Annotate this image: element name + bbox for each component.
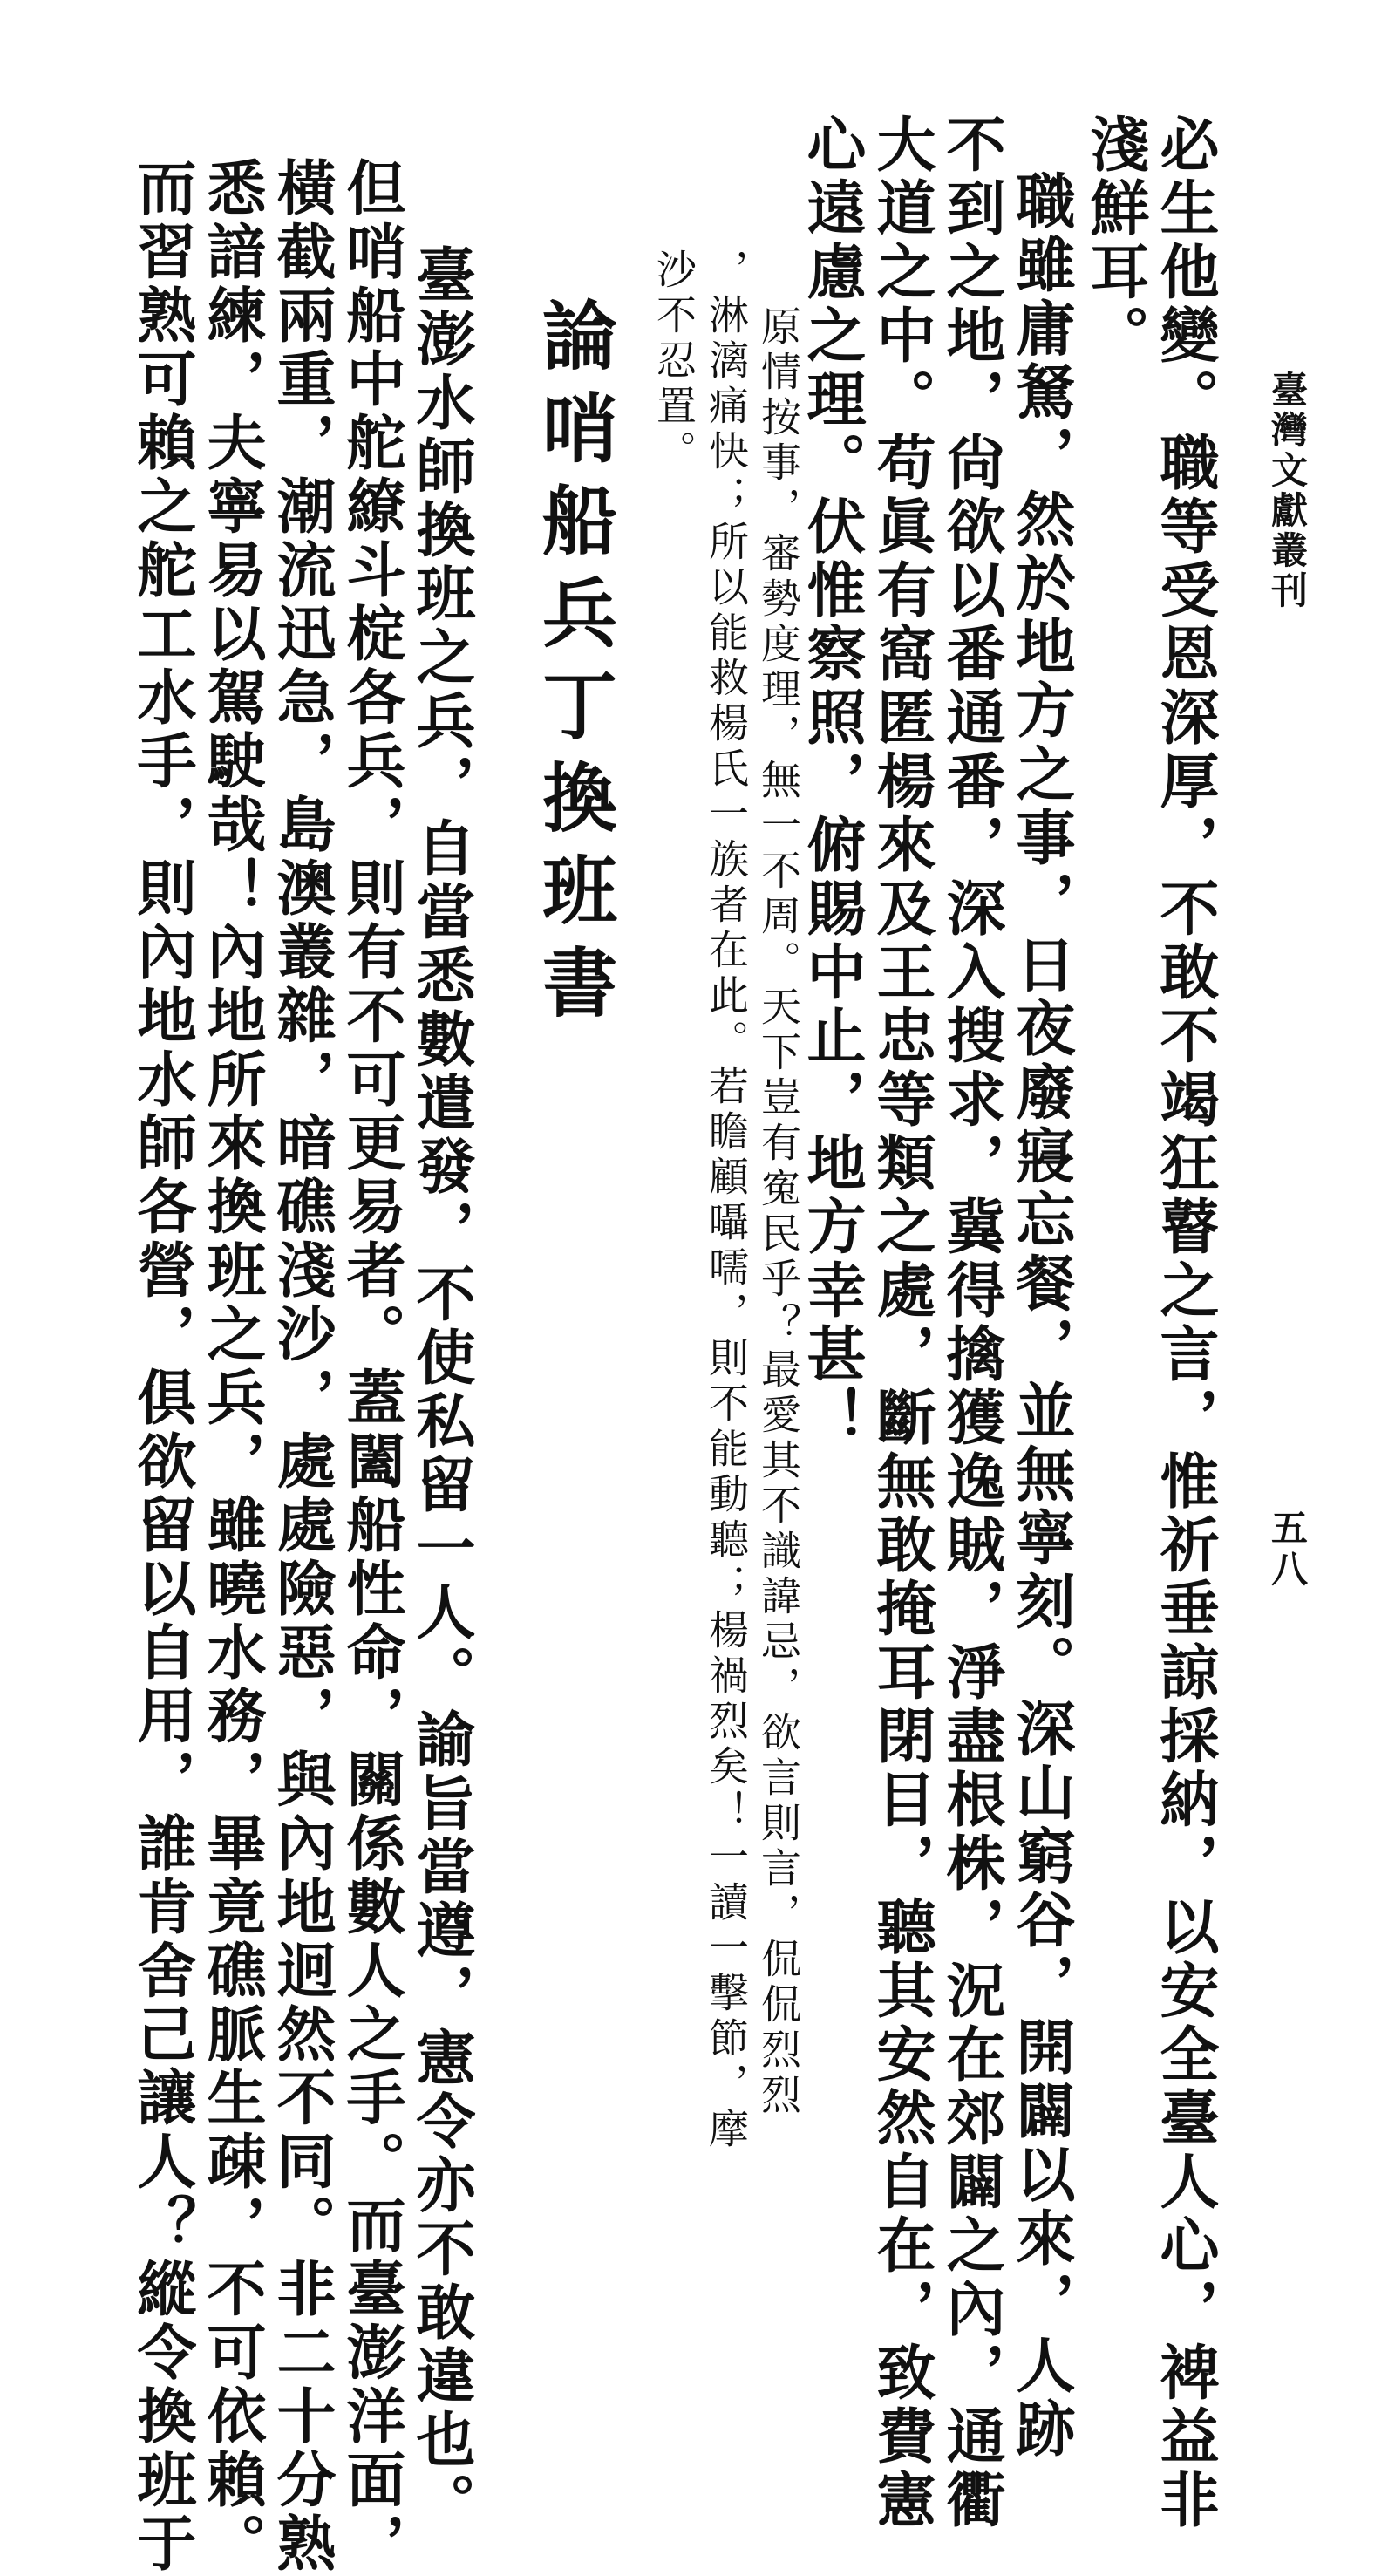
page-number: 五八 [1266,1509,1309,1591]
running-header-title: 臺灣文獻叢刊 [1266,371,1309,611]
section-column-2: 但哨船中舵繚斗椗各兵，則有不可更易者。蓋闔船性命，關係數人之手。而臺澎洋面， [337,157,406,2576]
commentary-column-1: 原情按事，審勢度理，無一不周。天下豈有寃民乎？最愛其不識諱忌，欲言則言，侃侃烈烈 [755,305,802,2119]
section-column-1: 臺澎水師換班之兵，自當悉數遣發，不使私留一人。諭旨當遵，憲令亦不敢違也。 [406,244,476,2536]
commentary-column-2: ，淋漓痛快；所以能救楊氏一族者在此。若瞻顧囁嚅，則不能動聽；楊禍烈矣！一讀一擊節，摩 [703,249,750,2153]
section-column-3: 橫截兩重，潮流迅急，島澳叢雜，暗礁淺沙，處處險惡，與內地迥然不同。非二十分熟 [267,157,337,2576]
body-column-6: 心遠慮之理。伏惟察照，俯賜中止，地方幸甚！ [797,113,867,1450]
section-heading: 論哨船兵丁換班書 [529,296,617,1036]
body-column-1: 必生他變。職等受恩深厚，不敢不竭狂瞽之言，惟祈垂諒採納，以安全臺人心，裨益非 [1150,113,1220,2532]
section-column-5: 而習熟可賴之舵工水手，則內地水師各營，俱欲留以自用，誰肯舍己讓人？縱令換班于 [127,157,197,2576]
body-column-3: 職雖庸駑，然於地方之事，日夜廢寢忘餐，並無寧刻。深山窮谷，開闢以來，人跡 [1006,170,1076,2462]
body-column-5: 大道之中。苟眞有窩匿楊來及王忠等類之處，斷無敢掩耳閉目，聽其安然自在，致費憲 [867,113,936,2532]
body-column-4: 不到之地，尙欲以番通番，深入搜求，冀得擒獲逸賊，淨盡根株，況在郊闢之內，通衢 [936,113,1006,2532]
body-column-2: 淺鮮耳。 [1080,113,1150,368]
section-column-4: 悉諳練，夫寧易以駕駛哉！內地所來換班之兵，雖曉水務，畢竟礁脈生疎，不可依賴。 [197,157,267,2576]
commentary-column-3: 沙不忍置。 [650,249,698,475]
